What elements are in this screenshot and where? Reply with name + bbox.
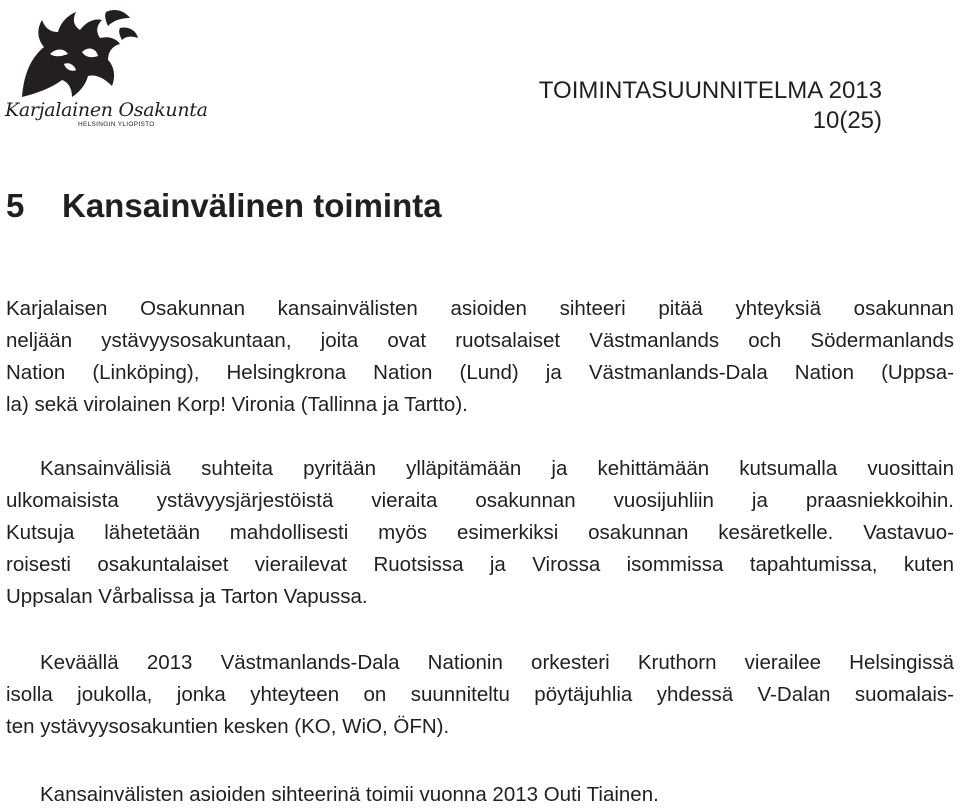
paragraph-line: Kutsuja lähetetään mahdollisesti myös esimerkiksi osakunnan kesäretkelle. Vastavuo- [6, 521, 954, 544]
paragraph-line: Kansainvälisiä suhteita pyritään ylläpitämään ja kehittämään kutsumalla vuosittain [40, 457, 954, 480]
section-heading [6, 184, 442, 228]
paragraph-line: la) sekä virolainen Korp! Vironia (Tallinna ja Tartto). [6, 393, 468, 416]
page-number: 10(25) [812, 107, 882, 134]
paragraph-line: neljään ystävyysosakuntaan, joita ovat ruotsalaiset Västmanlands och Södermanlands [6, 329, 954, 352]
logo-emblem-icon [2, 2, 160, 102]
paragraph-line: Kansainvälisten asioiden sihteerinä toimii vuonna 2013 Outi Tiainen. [40, 783, 659, 806]
paragraph-line: Nation (Linköping), Helsingkrona Nation (Lund) ja Västmanlands-Dala Nation (Uppsa- [6, 361, 954, 384]
paragraph-line: ten ystävyysosakuntien kesken (KO, WiO, ÖFN). [6, 715, 450, 738]
paragraph-line: ulkomaisista ystävyysjärjestöistä vieraita osakunnan vuosijuhliin ja praasniekkoihin. [6, 489, 954, 512]
document-header [539, 76, 882, 136]
section-number: 5 [6, 187, 25, 224]
section-title: Kansainvälinen toiminta [62, 187, 442, 224]
paragraph-line: Karjalaisen Osakunnan kansainvälisten asioiden sihteeri pitää yhteyksiä osakunnan [6, 297, 954, 320]
paragraph [6, 293, 954, 421]
paragraph-line: roisesti osakuntalaiset vierailevat Ruotsissa ja Virossa isommissa tapahtumissa, kuten [6, 553, 954, 576]
paragraph-line: Uppsalan Vårbalissa ja Tarton Vapussa. [6, 585, 368, 608]
paragraph [6, 647, 954, 743]
paragraph [6, 779, 954, 811]
organization-logo [2, 2, 208, 134]
paragraph-line: Keväällä 2013 Västmanlands-Dala Nationin orkesteri Kruthorn vierailee Helsingissä [40, 651, 954, 674]
document-title: TOIMINTASUUNNITELMA 2013 [538, 77, 882, 104]
logo-subtitle: HELSINGIN YLIOPISTO [78, 121, 155, 128]
paragraph [6, 453, 954, 613]
logo-name: Karjalainen Osakunta [5, 99, 208, 121]
paragraph-line: isolla joukolla, jonka yhteyteen on suunniteltu pöytäjuhlia yhdessä V-Dalan suomalais- [6, 683, 954, 706]
